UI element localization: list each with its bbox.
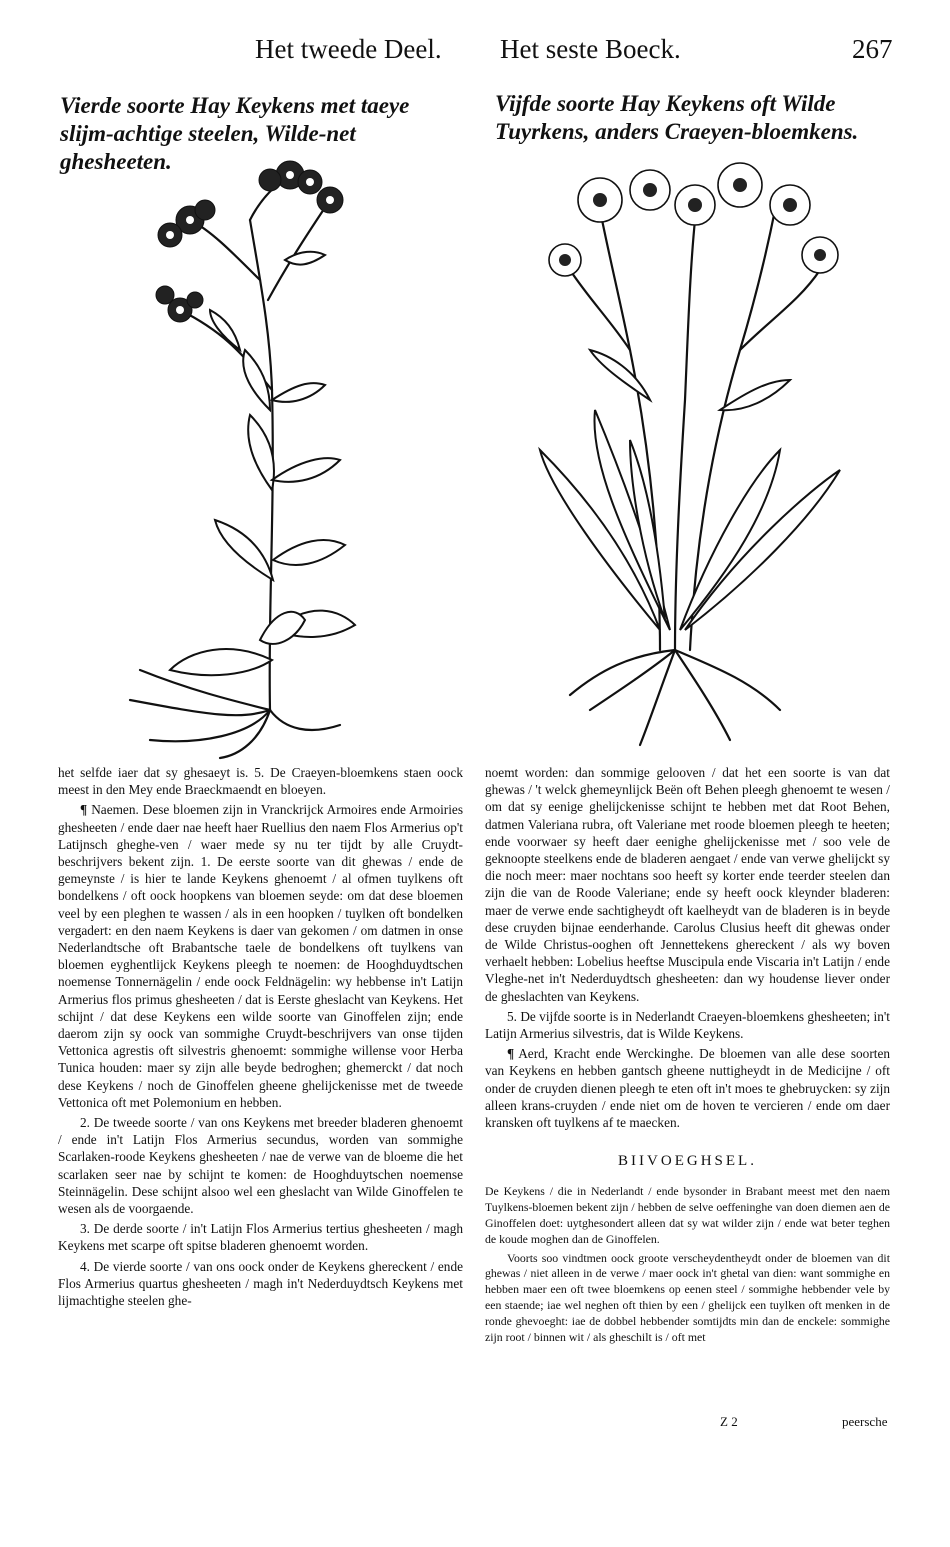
paragraph: Voorts soo vindtmen oock groote verscheydentheydt onder de bloemen van dit ghewas / niet alleen in de verwe / maer oock in't ghetal van dien: want sommighe en hebben maer een oft twee bloemkens op eenen steel / sommighe hebbender vele by een staende; iae wel neghen oft thien by een / ghelijck een tuylken oft menken in de ronde ghevoeght: iae de dobbel hebbender somtijdts min dan de enckele: sommighe zijn root / binnen wit / als gheschilt is / oft met — [485, 1250, 890, 1344]
paragraph-text: Naemen. Dese bloemen zijn in Vranckrijck Armoires ende Armoiries ghesheeten / ende daer nae heeft haer Ruellius den naem Flos Armerius op't Latijnsch gheghe-ven / waer mede sy nu ter tijdt by alle Cruydt-beschrijvers bekent zijn. 1. De eerste soorte van dit ghewas / ende de gemeynste / is hier te lande Keykens ghenoemt / al ofmen tuylkens oft bondelkens / oft oock hoopkens van bloemen seyde: om dat dese bloemen veel by een pleghen te wassen / als in een hoopken / tuylken oft bondelken vergadert: en den naem Keykens is daer van gekomen / om datmen in onse Nederlandtsche oft Brabantsche taele de bondelkens oft tuylkens van bloemen eyghentlijck Keykens pleegh te noemen: de Hooghduydtschen noemense Tonnernägelin / ende oock Feldnägelin: wy hebbense in't Latijn Armerius flos primus ghesheeten / dat is Eerste gheslacht van Keykens. Het schijnt / dat dese Keykens een wilde soorte van Ginoffelen zijn; ende daerom zijn sy oock van sommighe Cruydt-beschrijvers van onse tijden Vettonica agrestis oft silvestris ghenoemt: sommighe willense voor Herba Tunica houden: maer sy zijn alle beyde bedroghen; ghemerckt / dat noch dese Keykens / noch de Ginoffelen gheene ghelijckenisse met de tweede Vettonica oft met Polemonium en hebben. — [58, 802, 463, 1110]
running-header — [0, 34, 950, 74]
paragraph: noemt worden: dan sommige gelooven / dat het een soorte is van dat ghewas / 't welck ghemeynlijck Beën oft Behen pleegh ghenoemt te wesen / om dat sy eenige ghelijckenisse schijnt te hebben met dat Root Behen, datmen Valeriana rubra, oft Valeriane met roode bloemen pleegh te heeten; ende voorwaer sy heeft daer eenighe ghelijckenisse met / soo vele de geknoopte steelkens ende de bladeren aengaet / ende van verwe ghelijckt sy die noch meer: maer nochtans soo heeft sy korter ende teerder steelen dan zijn die van de Roode Valeriane; ende sy heeft oock kleynder bladeren: maer de verwe ende sachtigheydt oft kaelheydt van de bladeren is in beyde dese cruyden bijnae eenderhande. Carolus Clusius heeft dit ghewas onder de Wilde Christus-ooghen oft Jennettekens ghereckent / als wy boven verhaelt hebben: Lobelius heeftse Muscipula ende Viscaria in't Latijn / ende Vleghe-net in't Nederduydtsch ghesheeten: dan wy houdense liever onder de gheslachten van Keykens. — [485, 765, 890, 1004]
header-book: Het seste Boeck. — [500, 34, 681, 64]
paragraph — [485, 1045, 890, 1131]
paragraph: 3. De derde soorte / in't Latijn Flos Armerius tertius ghesheeten / magh Keykens met scarpe oft spitse bladeren ghenoemt worden. — [58, 1221, 463, 1254]
page-number: 267 — [852, 34, 893, 64]
woodcut-illustration-left — [110, 160, 450, 760]
paragraph: 5. De vijfde soorte is in Nederlandt Craeyen-bloemkens ghesheeten; in't Latijn Armerius silvestris, dat is Wilde Keykens. — [485, 1008, 890, 1042]
left-plate-title: Vierde soorte Hay Keykens met taeye slijm-achtige steelen, Wilde-net ghesheeten. — [60, 93, 410, 174]
pilcrow-icon: ¶ — [507, 1046, 515, 1062]
woodcut-illustration-right — [510, 150, 870, 750]
paragraph: het selfde iaer dat sy ghesaeyt is. 5. De Craeyen-bloemkens staen oock meest in den Mey ende Braeckmaendt en bloeyen. — [58, 765, 463, 798]
right-text-column — [485, 764, 890, 1348]
right-plate-title: Vijfde soorte Hay Keykens oft Wilde Tuyrkens, anders Craeyen-bloemkens. — [495, 91, 859, 144]
left-text-column — [58, 764, 463, 1312]
paragraph — [58, 801, 463, 1111]
header-part: Het tweede Deel. — [255, 34, 442, 64]
paragraph: 4. De vierde soorte / van ons oock onder de Keykens ghereckent / ende Flos Armerius quartus ghesheeten / magh in't Nederduydtsch Keykens met lijmachtighe steelen ghe- — [58, 1258, 463, 1309]
section-heading: BIIVOEGHSEL. — [618, 1153, 757, 1170]
pilcrow-icon: ¶ — [80, 802, 88, 818]
paragraph-text: Aerd, Kracht ende Werckinghe. De bloemen van alle dese soorten van Keykens en hebben gantsch gheene nuttigheydt in de Medicijne / oft onder de cruyden dienen pleegh te eten oft in't moes te ghebruycken: sy zijn alleen krans-cruyden / ende niet om de hoven te vercieren / ende om daer kransken oft tuylkens af te maecken. — [485, 1046, 890, 1131]
paragraph: De Keykens / die in Nederlandt / ende bysonder in Brabant meest met den naem Tuylkens-bloemen bekent zijn / hebben de selve oeffeninghe van doen diemen aen de Ginoffelen doet: uytghesondert alleen dat sy wat wilder zijn / ende wat beter teghen de koude moghen dan de Ginoffelen. — [485, 1184, 890, 1246]
catchword: peersche — [842, 1414, 888, 1429]
signature-mark: Z 2 — [720, 1414, 738, 1429]
paragraph: 2. De tweede soorte / van ons Keykens met breeder bladeren ghenoemt / ende in't Latijn Flos Armerius secundus, worden van sommighe Scarlaken-roode Keykens ghesheeten / nae de verwe van de bloeme die het scarlaken seer nae by schijnt te komen: de Hooghduytschen noemense Steinnägelin. Dese schijnt alsoo wel een gheslacht van Wilde Ginoffelen te wesen als de voorgaende. — [58, 1115, 463, 1217]
